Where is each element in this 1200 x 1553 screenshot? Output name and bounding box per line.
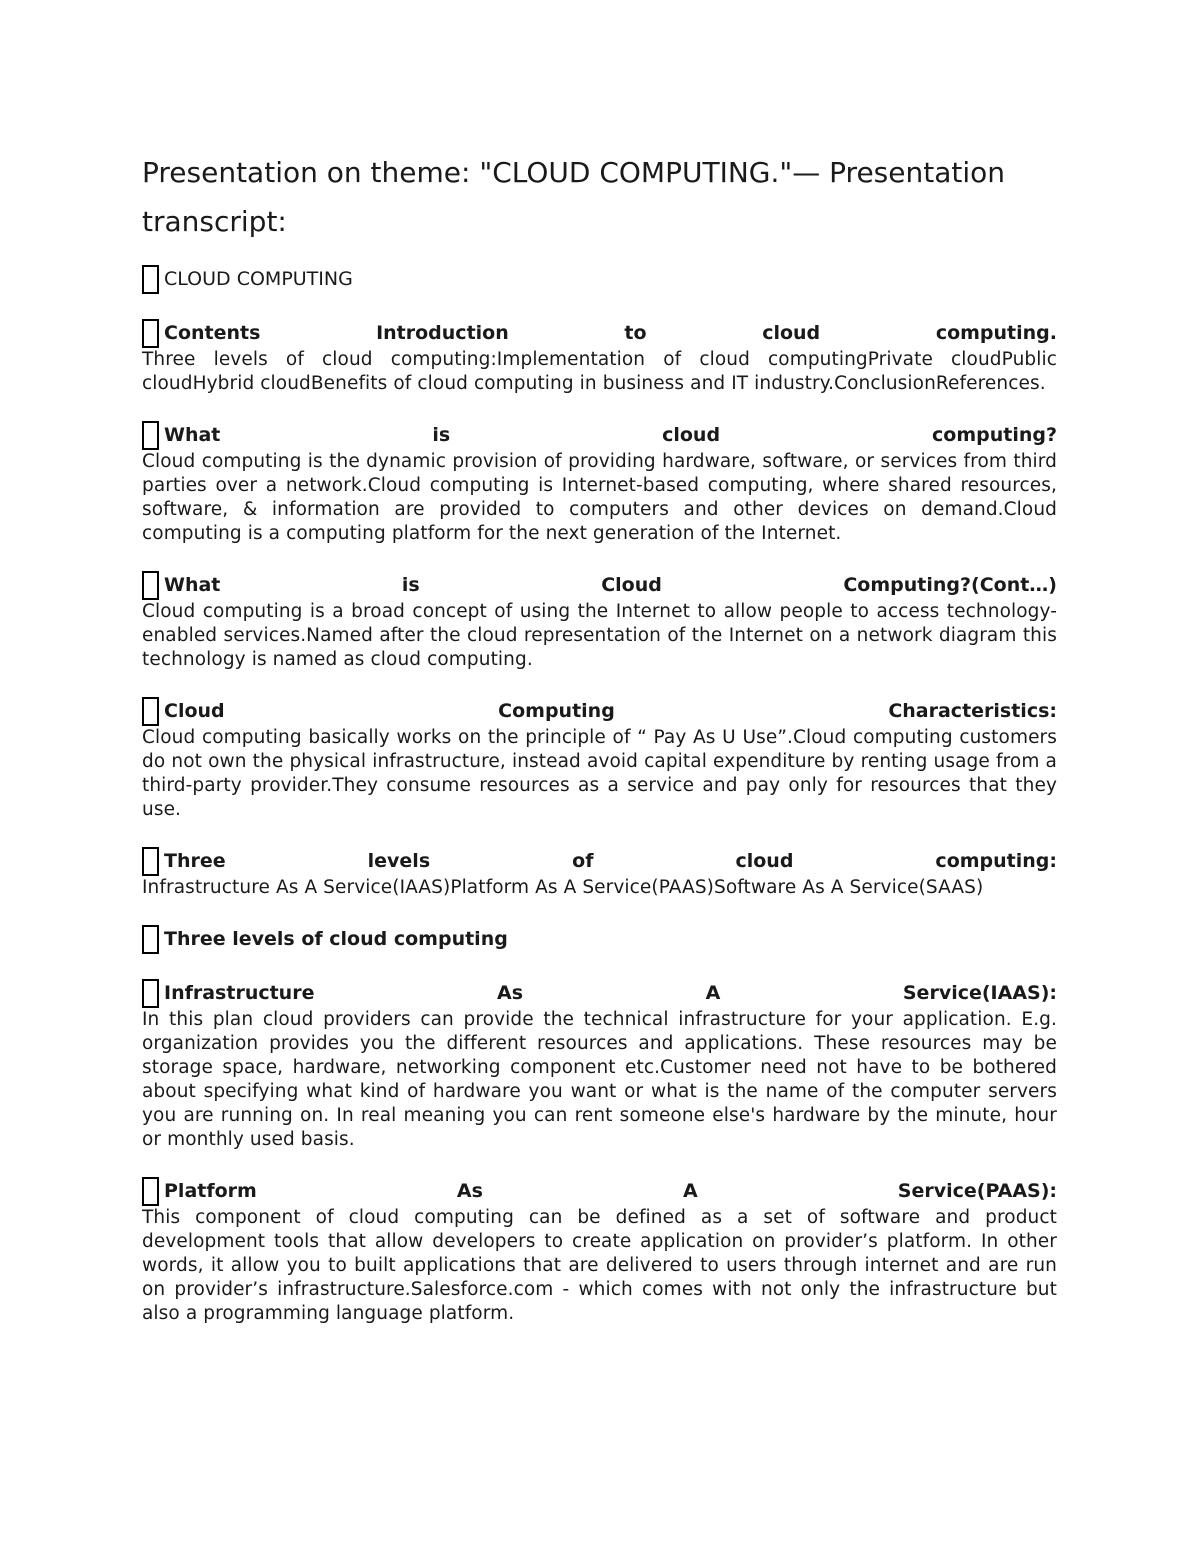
slide-heading-text: CLOUD COMPUTING	[164, 268, 353, 290]
slide-item	[142, 420, 1057, 546]
slide-item	[142, 1176, 1057, 1326]
slide-heading	[142, 846, 1057, 876]
missing-glyph-box-icon	[142, 265, 159, 294]
document-page	[142, 148, 1057, 1326]
slide-heading	[142, 420, 1057, 450]
slide-item	[142, 846, 1057, 900]
slide-heading-text: Infrastructure As A Service(IAAS):	[164, 982, 1057, 1004]
slide-heading	[142, 1176, 1057, 1206]
missing-glyph-box-icon	[142, 319, 159, 348]
missing-glyph-box-icon	[142, 979, 159, 1008]
slide-heading-text: Three levels of cloud computing:	[164, 850, 1057, 872]
slide-body: In this plan cloud providers can provide the technical infrastructure for your application. E.g. organization provides you the different resources and applications. These resources may be storage space, hardware, networking component etc.Customer need not have to be bothered about specifying what kind of hardware you want or what is the name of the computer servers you are running on. In real meaning you can rent someone else's hardware by the minute, hour or monthly used basis.	[142, 1009, 1057, 1150]
slide-heading	[142, 570, 1057, 600]
slide-heading-text: Cloud Computing Characteristics:	[164, 700, 1057, 722]
missing-glyph-box-icon	[142, 1177, 159, 1206]
slide-heading-text: Contents Introduction to cloud computing.	[164, 322, 1057, 344]
slide-heading-text: What is cloud computing?	[164, 424, 1057, 446]
slide-heading	[142, 924, 1057, 954]
slide-heading-text: Three levels of cloud computing	[164, 928, 508, 950]
slide-heading	[142, 978, 1057, 1008]
slide-body: Three levels of cloud computing:Implementation of cloud computingPrivate cloudPublic cloudHybrid cloudBenefits of cloud computing in business and IT industry.ConclusionReferences.	[142, 349, 1057, 394]
slide-body: Cloud computing is the dynamic provision of providing hardware, software, or services from third parties over a network.Cloud computing is Internet-based computing, where shared resources, software, & information are provided to computers and other devices on demand.Cloud computing is a computing platform for the next generation of the Internet.	[142, 451, 1057, 544]
slide-heading	[142, 264, 1057, 294]
slide-heading	[142, 318, 1057, 348]
missing-glyph-box-icon	[142, 697, 159, 726]
missing-glyph-box-icon	[142, 571, 159, 600]
slide-body: This component of cloud computing can be defined as a set of software and product development tools that allow developers to create application on provider’s platform. In other words, it allow you to built applications that are delivered to users through internet and are run on provider’s infrastructure.Salesforce.com - which comes with not only the infrastructure but also a programming language platform.	[142, 1207, 1057, 1324]
slide-heading	[142, 696, 1057, 726]
missing-glyph-box-icon	[142, 847, 159, 876]
missing-glyph-box-icon	[142, 925, 159, 954]
slide-item	[142, 318, 1057, 396]
missing-glyph-box-icon	[142, 421, 159, 450]
slide-body: Cloud computing basically works on the principle of “ Pay As U Use”.Cloud computing customers do not own the physical infrastructure, instead avoid capital expenditure by renting usage from a third-party provider.They consume resources as a service and pay only for resources that they use.	[142, 727, 1057, 820]
slide-item	[142, 570, 1057, 672]
slide-item	[142, 696, 1057, 822]
slide-body: Cloud computing is a broad concept of using the Internet to allow people to access technology- enabled services.Named after the cloud representation of the Internet on a network diagram this technology is named as cloud computing.	[142, 601, 1057, 670]
slide-item	[142, 264, 1057, 294]
slide-item	[142, 924, 1057, 954]
slide-heading-text: What is Cloud Computing?(Cont…)	[164, 574, 1057, 596]
slide-heading-text: Platform As A Service(PAAS):	[164, 1180, 1057, 1202]
document-title: Presentation on theme: "CLOUD COMPUTING."— Presentation transcript:	[142, 156, 1005, 238]
slide-body: Infrastructure As A Service(IAAS)Platform As A Service(PAAS)Software As A Service(SAAS)	[142, 877, 984, 898]
slide-item	[142, 978, 1057, 1152]
